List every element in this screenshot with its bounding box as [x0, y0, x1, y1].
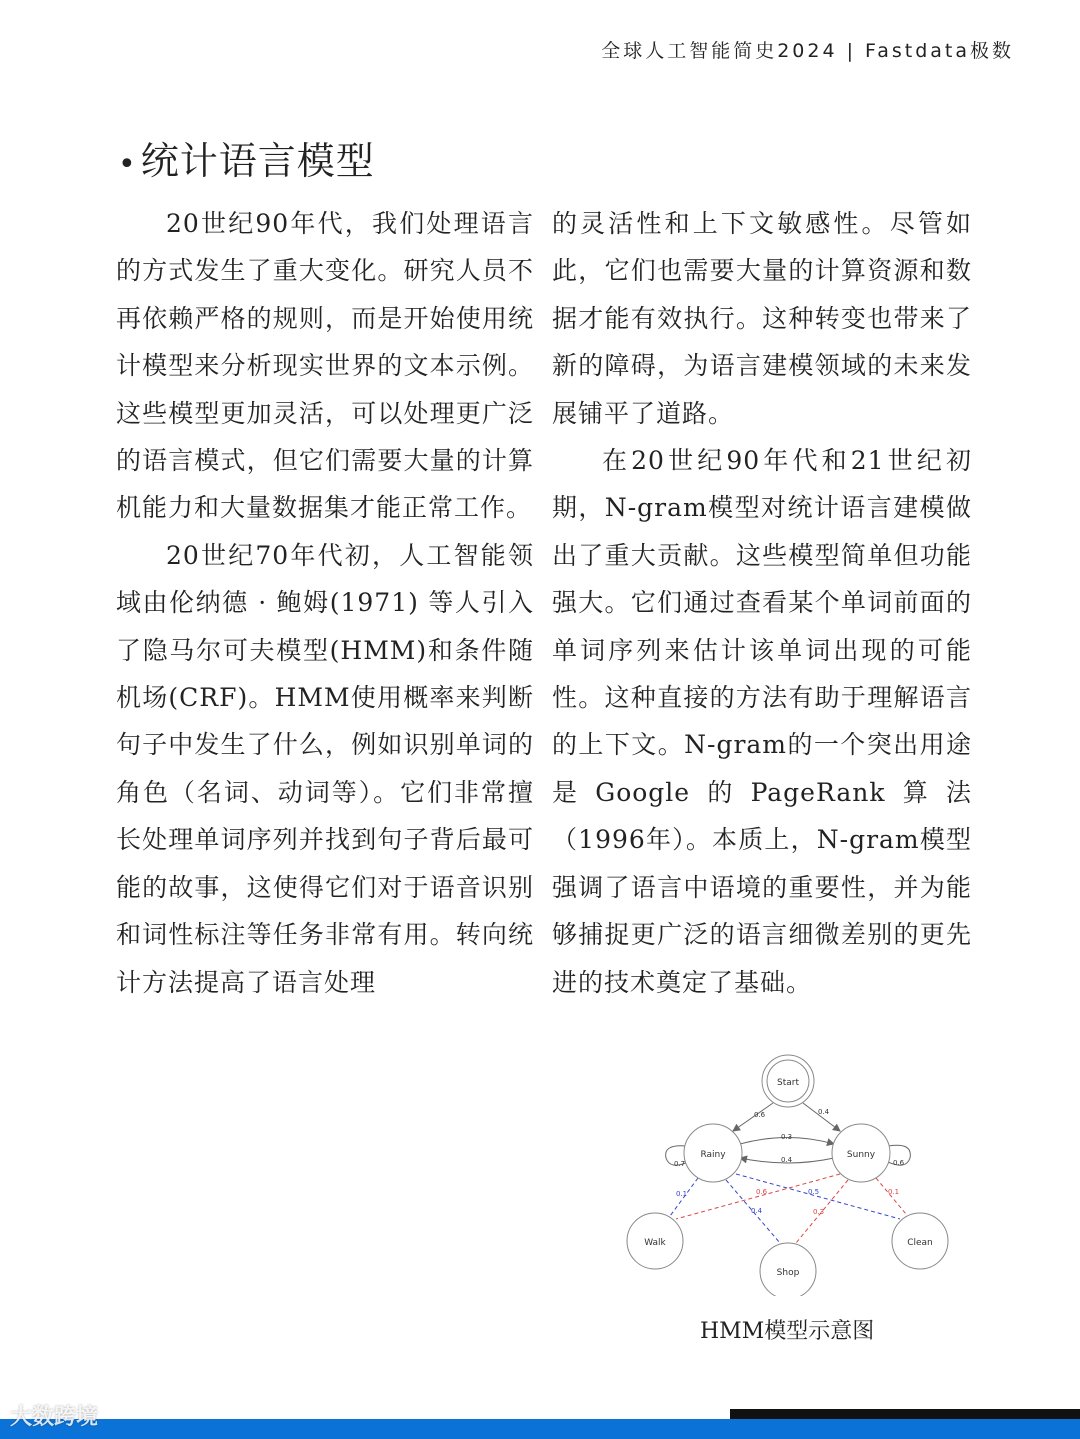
hmm-diagram: [618, 1046, 958, 1296]
footer-blue-bar: [0, 1419, 1080, 1439]
edge-label-start-rainy: 0.6: [754, 1111, 766, 1119]
node-label-rainy: Rainy: [700, 1150, 726, 1160]
edge-label-sunny-rainy: 0.4: [781, 1156, 793, 1164]
section-title-text: 统计语言模型: [140, 139, 375, 183]
bullet-icon: •: [118, 147, 137, 182]
watermark: 大数跨境: [10, 1405, 99, 1430]
edge-label-sunny-shop: 0.3: [813, 1208, 825, 1216]
paragraph: 在20世纪90年代和21世纪初期，N-gram模型对统计语言建模做出了重大贡献。这些模型简单但功能强大。它们通过查看某个单词前面的单词序列来估计该单词出现的可能性。这种直接的方法有助于理解语言的上下文。N-gram的一个突出用途是Google的PageRank算法（1996年）。本质上，N-gram模型强调了语言中语境的重要性，并为能够捕捉更广泛的语言细微差别的更先进的技术奠定了基础。: [552, 446, 972, 997]
edge-label-sunny-walk: 0.6: [756, 1188, 768, 1196]
node-label-clean: Clean: [907, 1238, 933, 1248]
edge-label-sunny-clean: 0.1: [888, 1188, 900, 1196]
edge-label-sunny-self: 0.6: [893, 1159, 905, 1167]
paragraph: 的灵活性和上下文敏感性。尽管如此，它们也需要大量的计算资源和数据才能有效执行。这种转变也带来了新的障碍，为语言建模领域的未来发展铺平了道路。: [552, 209, 972, 428]
edge-start-rainy: [733, 1103, 773, 1131]
right-column: [552, 200, 972, 1006]
edge-label-start-sunny: 0.4: [818, 1108, 830, 1116]
hmm-diagram-svg: [618, 1046, 958, 1296]
edge-label-rainy-shop: 0.4: [751, 1207, 763, 1215]
paragraph: 20世纪70年代初，人工智能领域由伦纳德 · 鲍姆(1971) 等人引入了隐马尔可夫模型(HMM)和条件随机场(CRF)。HMM使用概率来判断句子中发生了什么，例如识别单词的角色（名词、动词等）。它们非常擅长处理单词序列并找到句子背后最可能的故事，这使得它们对于语音识别和词性标注等任务非常有用。转向统计方法提高了语言处理: [116, 540, 534, 997]
section-title: [118, 130, 375, 185]
paragraph: 20世纪90年代，我们处理语言的方式发生了重大变化。研究人员不再依赖严格的规则，而是开始使用统计模型来分析现实世界的文本示例。这些模型更加灵活，可以处理更广泛的语言模式，但它们需要大量的计算机能力和大量数据集才能正常工作。: [116, 209, 534, 523]
edge-label-rainy-walk: 0.1: [676, 1190, 688, 1198]
edge-label-rainy-clean: 0.5: [808, 1188, 820, 1196]
left-column: [116, 200, 534, 1006]
edge-sunny-clean: [876, 1178, 906, 1214]
node-label-shop: Shop: [776, 1268, 800, 1278]
edge-label-rainy-sunny: 0.3: [781, 1133, 793, 1141]
page-header: 全球人工智能简史2024 | Fastdata极数: [601, 40, 1014, 62]
node-label-sunny: Sunny: [846, 1150, 876, 1160]
figure-caption: HMM模型示意图: [700, 1319, 875, 1344]
edge-label-rainy-self: 0.7: [674, 1160, 686, 1168]
node-label-start: Start: [777, 1078, 799, 1088]
node-label-walk: Walk: [644, 1238, 666, 1248]
